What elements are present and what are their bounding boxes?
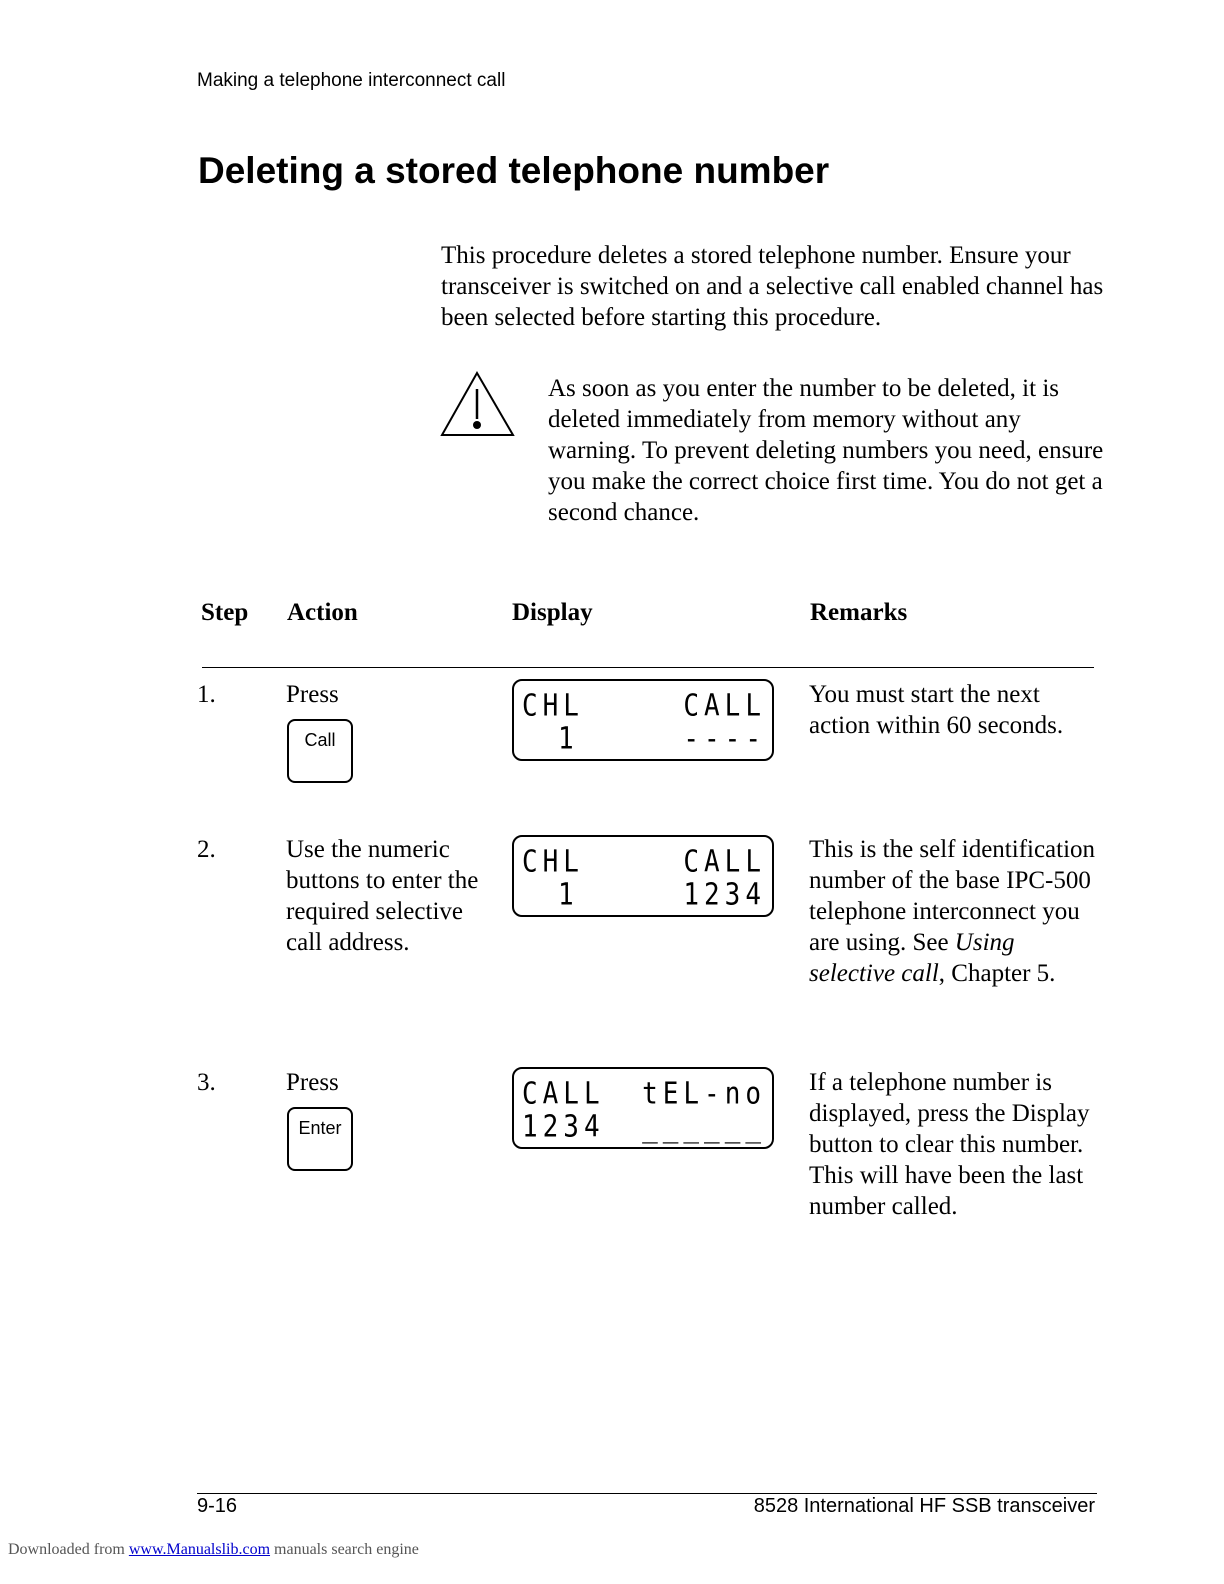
lcd-top-right: tEL-no [642,1077,766,1112]
lcd-top-right: CALL [683,689,766,724]
action-text: Press [286,681,339,708]
action-text: Use the numeric buttons to enter the required selective call address. [286,836,479,956]
cross-reference-link: Using selective call [809,929,1015,987]
product-name: 8528 International HF SSB transceiver [753,1495,1095,1517]
manualslib-link[interactable]: www.Manualslib.com [128,1541,271,1558]
remark-text: You must start the next action within 60 seconds. [809,681,1064,739]
download-suffix: manuals search engine [270,1541,419,1558]
step-number: 3. [197,1069,216,1096]
lcd-bottom-right: ______ [642,1110,766,1145]
lcd-bottom-right: ---- [683,722,766,757]
enter-key[interactable]: Enter [287,1107,353,1171]
remark-text: If a telephone number is displayed, press the Display button to clear this number. This will have been the last number called. [809,1069,1090,1220]
running-head: Making a telephone interconnect call [197,70,506,91]
warning-text: As soon as you enter the number to be deleted, it is deleted immediately from memory without any warning. To prevent deleting numbers you need, ensure you make the correct choice first time. You do not get a second chance. [548,375,1104,526]
remark-text-end: , Chapter 5. [938,960,1056,987]
lcd-display [512,1067,774,1149]
lcd-bottom-left: 1234 [522,1110,605,1145]
lcd-display [512,835,774,917]
intro-paragraph: This procedure deletes a stored telephone number. Ensure your transceiver is switched on and a selective call enabled channel has been selected before starting this procedure. [441,242,1104,331]
page-title: Deleting a stored telephone number [198,150,830,191]
lcd-display [512,679,774,761]
column-header-step: Step [201,599,249,626]
footer-rule [197,1493,1097,1494]
lcd-top-right: CALL [683,845,766,880]
step-number: 1. [197,681,216,708]
lcd-bottom-left: 1 [558,878,579,913]
lcd-bottom-left: 1 [558,722,579,757]
lcd-bottom-right: 1234 [683,878,766,913]
page-number: 9-16 [197,1495,238,1517]
column-header-display: Display [512,599,593,626]
call-key[interactable]: Call [287,719,353,783]
lcd-top-left: CALL [522,1077,605,1112]
table-header-rule [202,667,1094,668]
action-text: Press [286,1069,339,1096]
lcd-top-left: CHL [522,845,584,880]
column-header-remarks: Remarks [810,599,908,626]
remark-text-start: This is the self identification number of the base IPC-500 telephone interconnect you are using. See [809,836,1096,956]
download-note [8,1541,419,1559]
lcd-top-left: CHL [522,689,584,724]
column-header-action: Action [287,599,358,626]
remark-text [809,834,1099,989]
warning-triangle-icon [440,371,515,438]
step-number: 2. [197,836,216,863]
download-prefix: Downloaded from [8,1541,129,1558]
